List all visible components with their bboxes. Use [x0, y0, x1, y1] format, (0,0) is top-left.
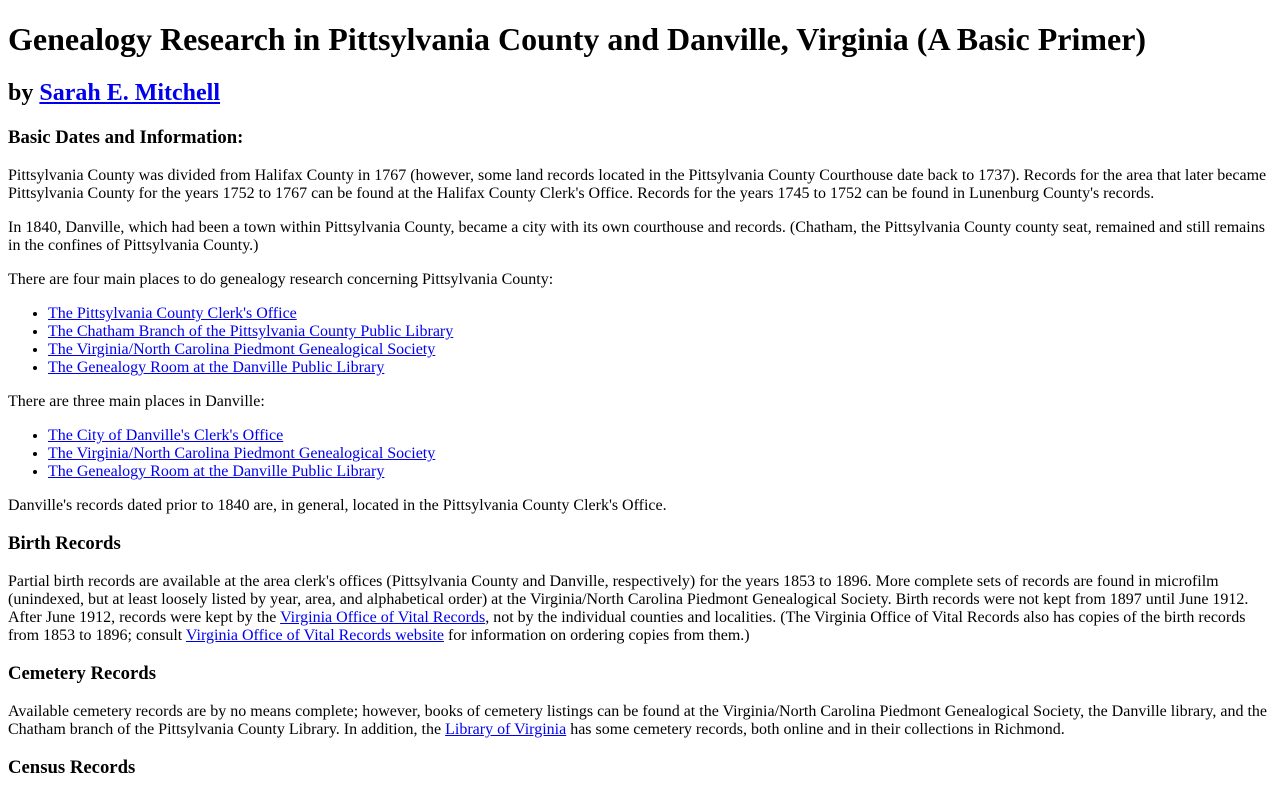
list-item [48, 359, 1272, 377]
cemetery-text-2: has some cemetery records, both online and in their collections in Richmond. [566, 721, 1065, 738]
link-piedmont-genealogical-society[interactable]: The Virginia/North Carolina Piedmont Genealogical Society [48, 445, 436, 462]
section-heading-birth: Birth Records [8, 533, 121, 554]
link-chatham-branch-library[interactable]: The Chatham Branch of the Pittsylvania County Public Library [48, 323, 454, 340]
list-item [48, 323, 1272, 341]
list-item [48, 445, 1272, 463]
link-vital-records[interactable]: Virginia Office of Vital Records [280, 609, 486, 626]
link-danville-genealogy-room[interactable]: The Genealogy Room at the Danville Public Library [48, 463, 385, 480]
county-places-list [8, 305, 1272, 377]
page-title: Genealogy Research in Pittsylvania County and Danville, Virginia (A Basic Primer) [8, 21, 1147, 57]
danville-places-list [8, 427, 1272, 481]
paragraph-county-history: Pittsylvania County was divided from Halifax County in 1767 (however, some land records located in the Pittsylvania County Courthouse date back to 1737). Records for the area that later became Pittsylvania County for the years 1752 to 1767 can be found at the Halifax County Clerk's Office. Records for the years 1745 to 1752 can be found in Lunenburg County's records. [8, 167, 1267, 202]
list-item [48, 427, 1272, 445]
list-item [48, 463, 1272, 481]
link-vital-records-website[interactable]: Virginia Office of Vital Records website [185, 627, 444, 644]
link-piedmont-genealogical-society[interactable]: The Virginia/North Carolina Piedmont Genealogical Society [48, 341, 436, 358]
list-item [48, 305, 1272, 323]
link-county-clerk-office[interactable]: The Pittsylvania County Clerk's Office [48, 305, 297, 322]
paragraph-danville-pre-1840: Danville's records dated prior to 1840 are, in general, located in the Pittsylvania County Clerk's Office. [8, 497, 667, 514]
byline [8, 79, 1272, 107]
paragraph-birth-records [8, 573, 1272, 645]
birth-text-2: , not by the individual counties and localities. (The Virginia Office of Vital Records also has copies of the birth records from 1853 to 1896; consult [8, 609, 1246, 644]
byline-prefix: by [8, 80, 40, 106]
paragraph-danville-history: In 1840, Danville, which had been a town within Pittsylvania County, became a city with its own courthouse and records. (Chatham, the Pittsylvania County county seat, remained and still remains in the confines of Pittsylvania County.) [8, 219, 1265, 254]
link-library-of-virginia[interactable]: Library of Virginia [445, 721, 567, 738]
link-danville-clerk-office[interactable]: The City of Danville's Clerk's Office [48, 427, 284, 444]
birth-text-1: Partial birth records are available at the area clerk's offices (Pittsylvania County and Danville, respectively) for the years 1853 to 1896. More complete sets of records are found in microfilm (unindexed, but at least loosely listed by year, area, and alphabetical order) at the Virginia/North Carolina Piedmont Genealogical Society. Birth records were not kept from 1897 until June 1912. After June 1912, records were kept by the [8, 573, 1249, 626]
section-heading-basic: Basic Dates and Information: [8, 127, 244, 148]
section-heading-cemetery: Cemetery Records [8, 663, 156, 684]
section-heading-census: Census Records [8, 757, 136, 778]
birth-text-3: for information on ordering copies from them.) [443, 627, 750, 644]
paragraph-danville-places-intro: There are three main places in Danville: [8, 393, 265, 410]
paragraph-county-places-intro: There are four main places to do genealogy research concerning Pittsylvania County: [8, 271, 554, 288]
list-item [48, 341, 1272, 359]
paragraph-cemetery-records [8, 703, 1272, 739]
link-danville-genealogy-room[interactable]: The Genealogy Room at the Danville Public Library [48, 359, 385, 376]
author-link[interactable]: Sarah E. Mitchell [39, 80, 221, 106]
cemetery-text-1: Available cemetery records are by no means complete; however, books of cemetery listings can be found at the Virginia/North Carolina Piedmont Genealogical Society, the Danville library, and the Chatham branch of the Pittsylvania County Library. In addition, the [8, 703, 1268, 738]
